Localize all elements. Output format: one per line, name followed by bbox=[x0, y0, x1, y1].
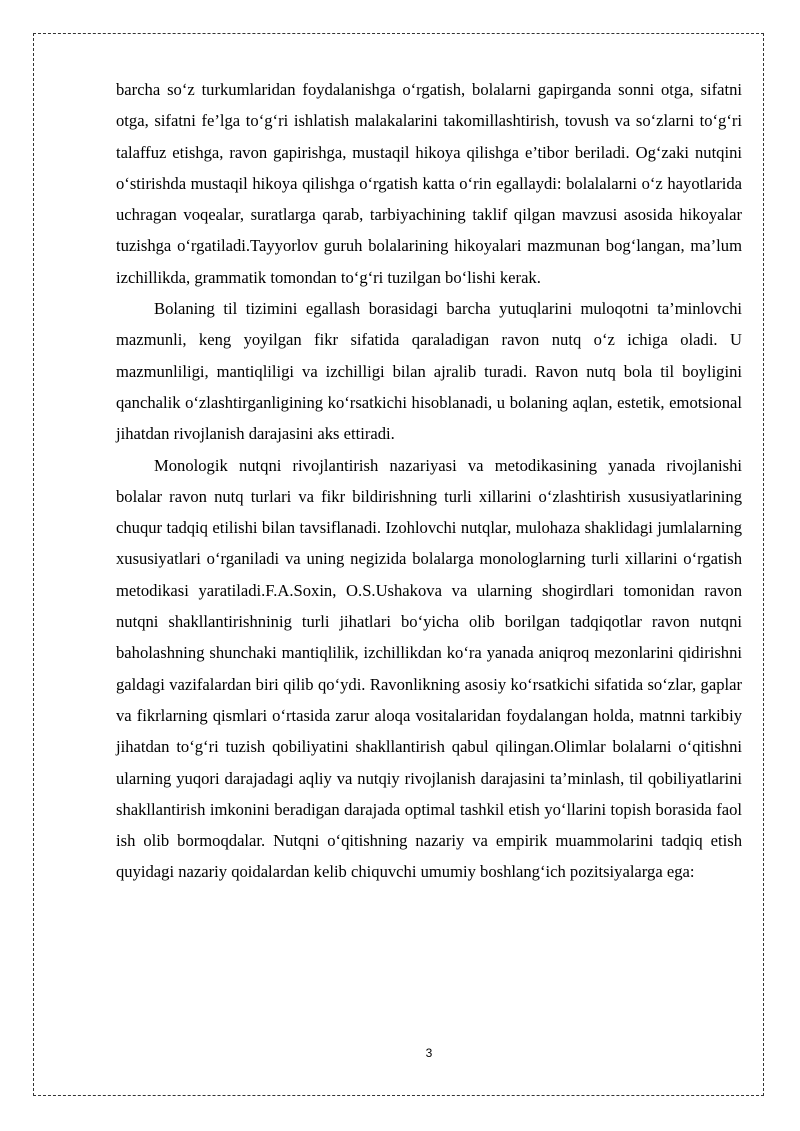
page-number: 3 bbox=[425, 1046, 433, 1060]
document-body bbox=[116, 74, 742, 888]
paragraph-2: Bolaning til tizimini egallash borasidagi barcha yutuqlarini muloqotni ta’minlovchi mazmunli, keng yoyilgan fikr sifatida qaraladigan ravon nutq o‘z ichiga oladi. U mazmunliligi, mantiqliligi va izchilligi bilan ajralib turadi. Ravon nutq bola til boyligini qanchalik o‘zlashtirganligining ko‘rsatkichi hisoblanadi, u bolaning aqlan, estetik, emotsional jihatdan rivojlanish darajasini aks ettiradi. bbox=[116, 299, 742, 444]
paragraph-1: barcha so‘z turkumlaridan foydalanishga o‘rgatish, bolalarni gapirganda sonni otga, sifatni otga, sifatni fe’lga to‘g‘ri ishlatish malakalarini takomillashtirish, tovush va so‘zlarni to‘g‘ri talaffuz etishga, ravon gapirishga, mustaqil hikoya qilishga e’tibor beriladi. Og‘zaki nutqini o‘stirishda mustaqil hikoya qilishga o‘rgatish katta o‘rin egallaydi: bolalalarni o‘z hayotlarida uchragan voqealar, suratlarga qarab, tarbiyachining taklif qilgan mavzusi asosida hikoyalar tuzishga o‘rgatiladi.Tayyorlov guruh bolalarining hikoyalari mazmunan bog‘langan, ma’lum izchillikda, grammatik tomondan to‘g‘ri tuzilgan bo‘lishi kerak. bbox=[116, 80, 742, 287]
paragraph-3: Monologik nutqni rivojlantirish nazariyasi va metodikasining yanada rivojlanishi bolalar ravon nutq turlari va fikr bildirishning turli xillarini o‘zlashtirish xususiyatlarining chuqur tadqiq etilishi bilan tavsiflanadi. Izohlovchi nutqlar, mulohaza shaklidagi jumlalarning xususiyatlari o‘rganiladi va uning negizida bolalarga monologlarning turli xillarini o‘rgatish metodikasi yaratiladi.F.A.Soxin, O.S.Ushakova va ularning shogirdlari tomonidan ravon nutqni shakllantirishninig turli jihatlari bo‘yicha olib borilgan tadqiqotlar ravon nutqni baholashning shunchaki mantiqlilik, izchillikdan ko‘ra yanada aniqroq mezonlarini qidirishni galdagi vazifalardan biri qilib qo‘ydi. Ravonlikning asosiy ko‘rsatkichi sifatida so‘zlar, gaplar va fikrlarning qismlari o‘rtasida zarur aloqa vositalaridan foydalangan holda, matnni tarkibiy jihatdan to‘g‘ri tuzish qobiliyatini shakllantirish qabul qilingan.Olimlar bolalarni o‘qitishni ularning yuqori darajadagi aqliy va nutqiy rivojlanish darajasini ta’minlash, til qobiliyatlarini shakllantirish imkonini beradigan darajada optimal tashkil etish yo‘llarini topish borasida faol ish olib bormoqdalar. Nutqni o‘qitishning nazariy va empirik muammolarini tadqiq etish quyidagi nazariy qoidalardan kelib chiquvchi umumiy boshlang‘ich pozitsiyalarga ega: bbox=[116, 455, 742, 882]
